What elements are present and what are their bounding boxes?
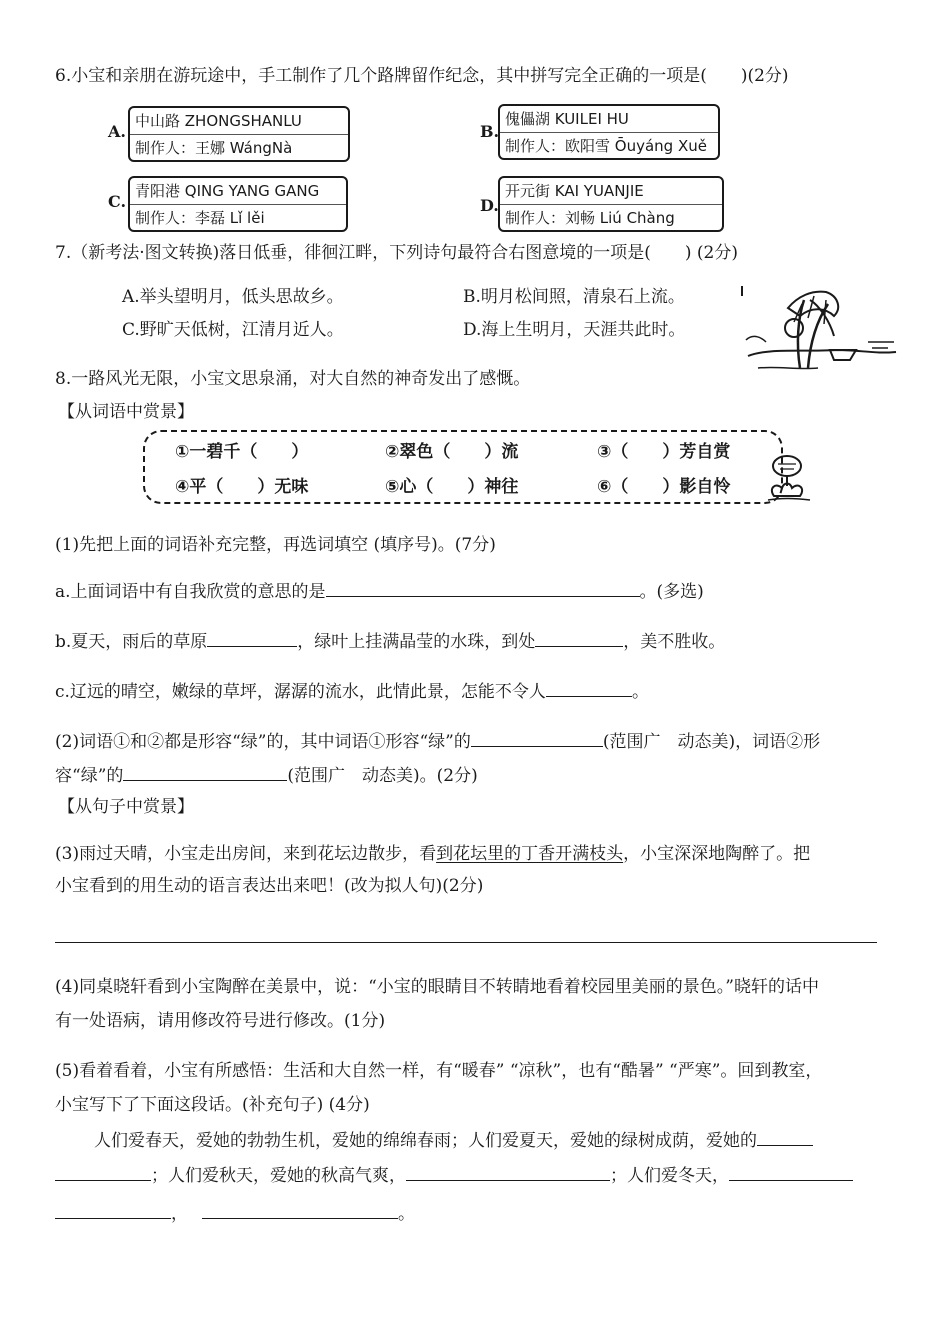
q7-stem: 7.（新考法·图文转换)落日低垂，徘徊江畔，下列诗句最符合右图意境的一项是( ) (2分) <box>55 243 739 263</box>
part5-blank2[interactable] <box>406 1162 610 1181</box>
part5-line5-tail: 。 <box>398 1204 415 1224</box>
part1-c-text: c.辽远的晴空，嫩绿的草坪，潺潺的流水，此情此景，怎能不令人 <box>55 682 546 702</box>
sign-a-divider <box>130 134 348 135</box>
q8-part5-line2: 小宝写下了下面这段话。(补充句子) (4分) <box>55 1095 370 1115</box>
q6-stem: 6.小宝和亲朋在游玩途中，手工制作了几个路牌留作纪念，其中拼写完全正确的一项是( )(2分) <box>55 66 789 86</box>
part5-line4-tail: ；人们爱冬天， <box>610 1166 729 1186</box>
part1-b-blank1[interactable] <box>207 628 297 647</box>
sunset-riverbank-illustration <box>738 278 898 378</box>
sign-d-line1: 开元街 KAI YUANJIE <box>505 182 644 200</box>
q6-option-c-letter: C. <box>108 192 127 211</box>
q7-option-d[interactable]: D.海上生明月，天涯共此时。 <box>463 320 686 340</box>
q8-part5-line4 <box>55 1162 853 1188</box>
word-2[interactable]: ②翠色（ ）流 <box>385 442 519 462</box>
sign-b-line2: 制作人：欧阳雪 Ōuyáng Xuě <box>505 137 707 155</box>
part2-blank1[interactable] <box>471 728 603 747</box>
section-heading-words: 【从词语中赏景】 <box>58 402 194 422</box>
part1-c-tail: 。 <box>631 682 649 702</box>
part1-b-tail: ，美不胜收。 <box>623 632 726 652</box>
q8-part5-line5 <box>55 1200 415 1226</box>
part3-text: (3)雨过天晴，小宝走出房间，来到花坛边散步，看 <box>55 844 437 864</box>
part1-a-text: a.上面词语中有自我欣赏的意思的是 <box>55 582 326 602</box>
q8-part1-prompt: (1)先把上面的词语补充完整，再选词填空 (填序号)。(7分) <box>55 535 496 555</box>
part1-b-text: b.夏天，雨后的草原 <box>55 632 208 652</box>
part2-line2-text: 容“绿”的 <box>55 766 124 786</box>
q8-part2-line1 <box>55 728 820 754</box>
q6-sign-a[interactable] <box>128 106 350 162</box>
q8-part1-c <box>55 678 649 704</box>
part5-blank4[interactable] <box>202 1200 398 1219</box>
word-3[interactable]: ③（ ）芳自赏 <box>597 442 731 462</box>
q6-sign-d[interactable] <box>498 176 724 232</box>
sign-c-line1: 青阳港 QING YANG GANG <box>135 182 320 200</box>
q8-part1-b <box>55 628 725 654</box>
q8-part4-line1: (4)同桌晓轩看到小宝陶醉在美景中，说：“小宝的眼睛目不转睛地看着校园里美丽的景色。”晓轩的话中 <box>55 977 819 997</box>
q8-stem: 8.一路风光无限，小宝文思泉涌，对大自然的神奇发出了感慨。 <box>55 369 531 389</box>
part5-blank3b[interactable] <box>55 1200 171 1219</box>
word-6[interactable]: ⑥（ ）影自怜 <box>597 477 731 497</box>
flower-icon <box>760 452 814 506</box>
part5-blank1a[interactable] <box>757 1127 813 1146</box>
part5-line5-mid: ， <box>171 1204 188 1224</box>
q8-part5-line1: (5)看着看着，小宝有所感悟：生活和大自然一样，有“暖春” “凉秋”，也有“酷暑” “严寒”。回到教室， <box>55 1061 823 1081</box>
word-1[interactable]: ①一碧千（ ） <box>175 442 309 462</box>
sign-d-line2: 制作人：刘畅 Liú Chàng <box>505 209 675 227</box>
q6-sign-c[interactable] <box>128 176 348 232</box>
sign-d-divider <box>500 204 722 205</box>
q7-option-a[interactable]: A.举头望明月，低头思故乡。 <box>122 287 344 307</box>
sign-c-line2: 制作人：李磊 Lǐ lěi <box>135 209 265 227</box>
q8-part1-a <box>55 578 704 604</box>
q8-part3-line2: 小宝看到的用生动的语言表达出来吧！(改为拟人句)(2分) <box>55 876 484 896</box>
sign-a-line1: 中山路 ZHONGSHANLU <box>135 112 302 130</box>
part2-mid: (范围广 动态美)，词语②形 <box>602 732 821 752</box>
word-5[interactable]: ⑤心（ ）神往 <box>385 477 519 497</box>
part3-tail: ，小宝深深地陶醉了。把 <box>623 844 811 864</box>
part1-c-blank[interactable] <box>546 678 632 697</box>
part1-a-tail: 。(多选) <box>639 582 704 602</box>
part2-tail: (范围广 动态美)。(2分) <box>287 766 478 786</box>
q6-option-b-letter: B. <box>480 122 500 141</box>
part5-blank3a[interactable] <box>729 1162 853 1181</box>
q8-part3-line1 <box>55 842 810 866</box>
part3-underlined-phrase: 到花坛里的丁香开满枝头 <box>436 844 624 864</box>
q7-option-b[interactable]: B.明月松间照，清泉石上流。 <box>463 287 685 307</box>
part1-a-blank[interactable] <box>326 578 640 597</box>
q7-option-c[interactable]: C.野旷天低树，江清月近人。 <box>122 320 344 340</box>
q8-part2-line2 <box>55 762 478 788</box>
part3-answer-line[interactable] <box>55 942 877 943</box>
part5-blank1b[interactable] <box>55 1162 151 1181</box>
part1-b-blank2[interactable] <box>535 628 623 647</box>
q8-part5-line3 <box>94 1127 813 1153</box>
q6-option-d-letter: D. <box>480 196 499 215</box>
part5-text: 人们爱春天，爱她的勃勃生机，爱她的绵绵春雨；人们爱夏天，爱她的绿树成荫，爱她的 <box>94 1131 757 1151</box>
sign-a-line2: 制作人：王娜 WángNà <box>135 139 293 157</box>
q8-part4-line2: 有一处语病，请用修改符号进行修改。(1分) <box>55 1011 386 1031</box>
part2-blank2[interactable] <box>123 762 287 781</box>
part2-text: (2)词语①和②都是形容“绿”的，其中词语①形容“绿”的 <box>55 732 471 752</box>
sign-b-divider <box>500 132 718 133</box>
part5-line4-mid: ；人们爱秋天，爱她的秋高气爽， <box>151 1166 406 1186</box>
word-4[interactable]: ④平（ ）无味 <box>175 477 309 497</box>
sign-c-divider <box>130 204 346 205</box>
q6-option-a-letter: A. <box>108 122 126 141</box>
part1-b-mid: ，绿叶上挂满晶莹的水珠，到处 <box>297 632 536 652</box>
q6-sign-b[interactable] <box>498 104 720 160</box>
section-heading-sentences: 【从句子中赏景】 <box>58 797 194 817</box>
sign-b-line1: 傀儡湖 KUILEI HU <box>505 110 629 128</box>
